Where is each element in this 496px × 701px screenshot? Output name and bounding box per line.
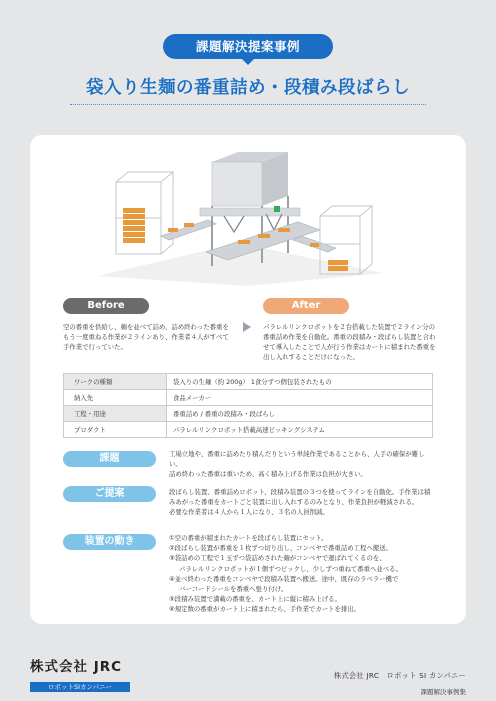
badge-pointer	[241, 58, 255, 65]
company-logo: 株式会社 JRC	[30, 659, 123, 675]
logo-subtitle: ロボットSIカンパニー	[30, 682, 130, 692]
before-label: Before	[63, 298, 149, 314]
spec-key: プロダクト	[64, 422, 167, 438]
proposal-text	[169, 487, 434, 518]
motion-step: バーコードシールを番重へ張り付け。	[179, 585, 288, 594]
spec-key: ワークの種類	[64, 374, 167, 390]
proposal-label: ご提案	[63, 486, 156, 502]
page-title: 袋入り生麺の番重詰め・段積み段ばらし	[86, 78, 410, 98]
motion-label: 装置の動き	[63, 534, 156, 550]
after-text: パラレルリンクロボットを２台搭載した装置で２ライン分の番重詰め作業を自動化。番重の段積み・段ばらし装置と合わせて導入したことで人が行う作業はカートに積まれた番重を出し入れすることだけになった。	[263, 323, 436, 361]
proposal-line: 必要な作業者は４人から１人になり、３名の人員削減。	[169, 508, 329, 517]
arrow-right-icon	[243, 322, 251, 332]
spec-row	[64, 406, 433, 422]
motion-step: パラレルリンクロボットが１個ずつピックし、少しずつ重ねて番重へ並べる。	[179, 564, 402, 573]
motion-step: ②段ばらし装置が番重を１枚ずつ切り出し、コンベヤで番重詰め工程へ搬送。	[169, 544, 393, 553]
motion-step: ⑥規定数の番重がカート上に積まれたら、手作業でカートを排出。	[169, 605, 361, 614]
after-label: After	[263, 298, 349, 314]
spec-row	[64, 422, 433, 438]
spec-value: パラレルリンクロボット搭載高速ピッキングシステム	[167, 422, 433, 438]
spec-value: 食品メーカー	[167, 390, 433, 406]
footer-doc-type: 課題解決事例集	[420, 688, 466, 696]
spec-row	[64, 390, 433, 406]
spec-value: 番重詰め / 番重の段積み・段ばらし	[167, 406, 433, 422]
spec-key: 納入先	[64, 390, 167, 406]
spec-row	[64, 374, 433, 390]
issue-text	[169, 449, 434, 480]
issue-label: 課題	[63, 451, 156, 467]
proposal-line: 段ばらし装置、番重詰めロボット、段積み装置の３つを使ってラインを自動化。手作業は積みあがった番重をカートごと装置に出し入れするのみとなり、作業負担が軽減される。	[169, 488, 431, 507]
machine-illustration	[88, 148, 388, 288]
motion-step: ①空の番重が積まれたカートを段ばらし装置にセット。	[169, 534, 328, 542]
title-divider	[70, 104, 426, 105]
spec-table	[63, 373, 433, 438]
spec-value: 袋入りの生麺（約 200g） 1食分ずつ個包装されたもの	[167, 374, 433, 390]
motion-step: ④並べ終わった番重をコンベヤで段積み装置へ搬送。途中、既存のラベラー機で	[169, 574, 399, 583]
left-stack	[123, 208, 145, 243]
motion-step: ③袋詰めの工程で１玉ずつ袋詰めされた麺がコンベヤで運ばれてくるのを、	[169, 554, 386, 563]
motion-text	[169, 533, 434, 615]
before-text: 空の番重を供給し、麺を並べて詰め、詰め終わった番重をもう一度重ねる作業が２ラインあり、作業者４人がすべて手作業で行っていた。	[63, 323, 229, 351]
header-badge: 課題解決提案事例	[163, 34, 333, 59]
motion-step: ⑤段積み装置で満載の番重を、カート上に縦に積み上げる。	[169, 595, 341, 604]
spec-key: 工程・用途	[64, 406, 167, 422]
issue-line: 工場立地や、番重に詰めたり積んだりという単純作業であることから、人手の確保が難しい。	[169, 450, 425, 469]
issue-line: 詰め終わった番重は重いため、高く積み上げる作業は負担が大きい。	[169, 470, 367, 479]
footer-company: 株式会社 JRC ロボット SI カンパニー	[333, 671, 466, 680]
